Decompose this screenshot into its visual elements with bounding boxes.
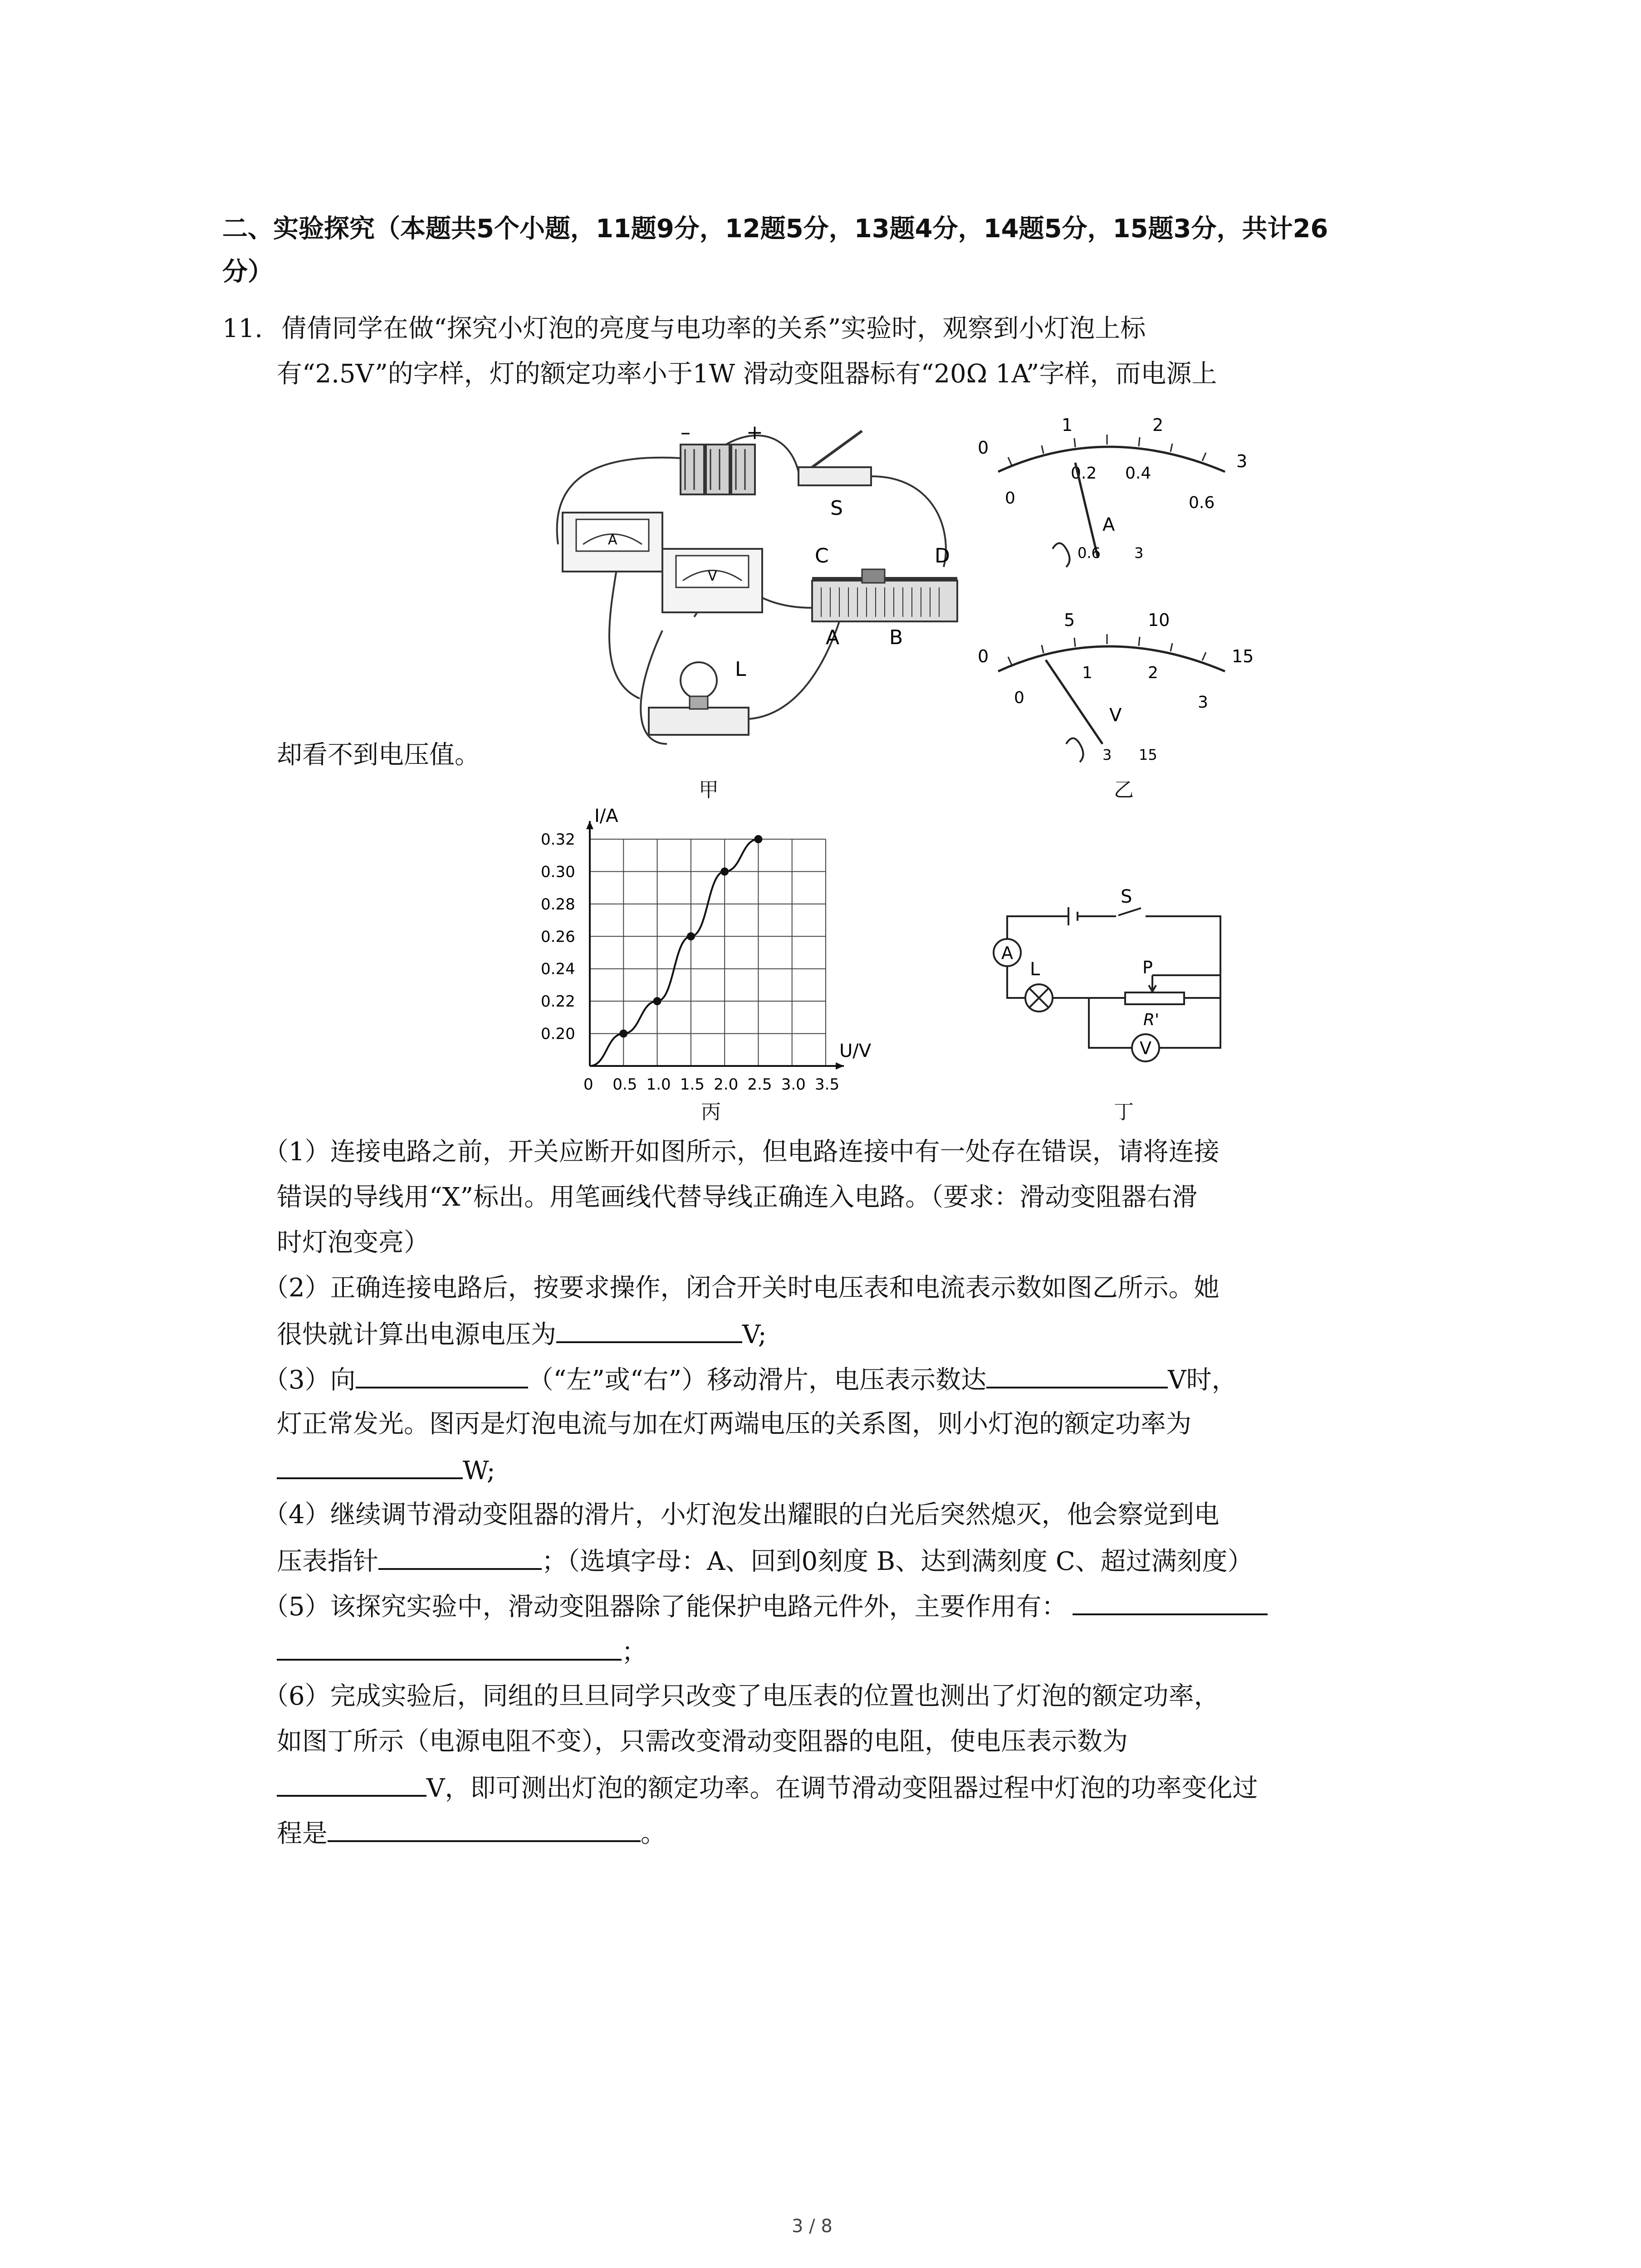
x-tick-label: 3.0 [781, 1075, 806, 1094]
part4-line2 [277, 1545, 1253, 1578]
ammeter-bottom-06: 0.6 [1189, 494, 1215, 512]
data-point [619, 1030, 627, 1038]
rheostat-A-label: A [826, 626, 840, 649]
chart-ylabel: I/A [594, 807, 618, 826]
y-tick-label: 0.28 [541, 895, 575, 914]
part4-text-b: ；（选填字母：A、回到0刻度 B、达到满刻度 C、超过满刻度） [542, 1547, 1253, 1576]
ammeter-bottom-0: 0 [1005, 489, 1015, 508]
figure-yi-caption: 乙 [1114, 778, 1134, 802]
chart-origin-label: 0 [583, 1075, 593, 1094]
part3-text-a: （3）向 [263, 1365, 356, 1395]
rheostat-C-label: C [815, 544, 829, 567]
x-tick-label: 0.5 [612, 1075, 637, 1094]
rheostat-D-label: D [935, 544, 950, 567]
y-tick-label: 0.22 [541, 992, 575, 1011]
voltmeter-top-0: 0 [978, 646, 989, 666]
part5-line2 [277, 1635, 647, 1668]
x-tick-label: 3.5 [815, 1075, 840, 1094]
figure-ding-caption: 丁 [1114, 1100, 1134, 1124]
chart-xlabel: U/V [839, 1041, 872, 1061]
voltmeter-bottom-2: 2 [1148, 664, 1158, 682]
ammeter-top-0: 0 [978, 438, 989, 458]
figure-ding-circuit [985, 885, 1239, 1066]
voltmeter-top-15: 15 [1232, 646, 1254, 666]
figure-jia-caption: 甲 [699, 778, 719, 802]
part6-line1: （6）完成实验后，同组的旦旦同学只改变了电压表的位置也测出了灯泡的额定功率， [263, 1681, 1220, 1711]
answer-blank-power-change[interactable] [328, 1817, 641, 1842]
section-heading-line1: 二、实验探究（本题共5个小题，11题9分，12题5分，13题4分，14题5分，15题3分，共计26 [222, 214, 1328, 244]
section-heading-line2: 分） [222, 257, 273, 287]
question-stem-line1: 倩倩同学在做“探究小灯泡的亮度与电功率的关系”实验时，观察到小灯泡上标 [281, 314, 1146, 343]
part3-text-c: V时， [1168, 1365, 1237, 1395]
y-tick-label: 0.32 [541, 831, 575, 849]
answer-blank-source-voltage[interactable] [556, 1318, 742, 1343]
battery-minus-label: – [681, 421, 691, 444]
part5-line1 [263, 1590, 1268, 1623]
part6-line3 [277, 1771, 1258, 1804]
battery-plus-label: + [746, 421, 763, 444]
figure-jia-circuit [544, 417, 998, 753]
data-point [687, 932, 695, 940]
voltmeter-bottom-1: 1 [1082, 664, 1092, 682]
y-tick-label: 0.24 [541, 960, 575, 978]
part3-text-b: （“左”或“右”）移动滑片，电压表示数达 [528, 1365, 987, 1395]
figure-bing-caption: 丙 [701, 1100, 721, 1124]
rheostat-B-label: B [889, 626, 903, 649]
part6-text-b: 程是 [277, 1819, 328, 1848]
voltmeter-pointer [1046, 660, 1102, 744]
y-axis-arrow [586, 821, 593, 829]
figure-yi-meters [971, 408, 1288, 789]
voltmeter-terminal-15: 15 [1139, 746, 1157, 763]
ding-slider-label: P [1142, 958, 1153, 978]
part3-line2: 灯正常发光。图丙是灯泡电流与加在灯两端电压的关系图，则小灯泡的额定功率为 [277, 1409, 1191, 1439]
y-tick-label: 0.26 [541, 928, 575, 946]
ammeter-top-2: 2 [1152, 415, 1164, 435]
question-stem-line2: 有“2.5V”的字样，灯的额定功率小于1W 滑动变阻器标有“20Ω 1A”字样，而电源上 [277, 359, 1217, 389]
ding-voltmeter-label: V [1140, 1038, 1151, 1058]
voltmeter-unit: V [1109, 705, 1122, 726]
voltmeter-terminal-3: 3 [1102, 746, 1112, 763]
ding-rheostat-label: R' [1143, 1011, 1159, 1029]
part2-line2 [277, 1318, 767, 1351]
x-tick-label: 2.0 [714, 1075, 739, 1094]
answer-blank-pointer[interactable] [378, 1545, 542, 1570]
question-stem-line3: 却看不到电压值。 [277, 740, 480, 770]
data-point [653, 997, 661, 1005]
part3-text-d: W; [463, 1456, 495, 1486]
question-number: 11. [222, 314, 263, 343]
ding-ammeter-label: A [1001, 943, 1013, 963]
y-tick-label: 0.20 [541, 1025, 575, 1043]
lamp-label: L [735, 658, 746, 681]
part3-line1 [263, 1363, 1237, 1396]
part2-text-b: V; [742, 1320, 767, 1349]
ding-switch-label: S [1121, 886, 1132, 907]
ding-lamp-label: L [1030, 959, 1040, 980]
answer-blank-voltmeter-reading[interactable] [277, 1771, 426, 1797]
ammeter-top-1: 1 [1062, 415, 1073, 435]
ammeter-terminal-3: 3 [1134, 544, 1144, 562]
ammeter-top-3: 3 [1236, 451, 1248, 471]
switch-label: S [830, 497, 843, 520]
answer-blank-rheostat-role-b[interactable] [277, 1635, 622, 1661]
x-tick-label: 2.5 [747, 1075, 772, 1094]
part5-text-b: ； [622, 1637, 647, 1667]
part3-line3 [277, 1454, 495, 1487]
svg-text:A: A [608, 532, 617, 548]
ammeter-terminal-06: 0.6 [1078, 544, 1101, 562]
figure-bing-chart [535, 807, 944, 1102]
part4-line1: （4）继续调节滑动变阻器的滑片，小灯泡发出耀眼的白光后突然熄灭，他会察觉到电 [263, 1500, 1220, 1530]
part6-line4 [277, 1817, 666, 1850]
x-tick-label: 1.0 [646, 1075, 671, 1094]
answer-blank-rheostat-role-a[interactable] [1073, 1590, 1268, 1615]
part1-line1: （1）连接电路之前，开关应断开如图所示，但电路连接中有一处存在错误，请将连接 [263, 1137, 1220, 1167]
data-point [720, 867, 729, 875]
voltmeter-top-10: 10 [1148, 610, 1170, 630]
x-tick-label: 1.5 [680, 1075, 705, 1094]
series-curve [590, 839, 758, 1066]
part5-text-a: （5）该探究实验中，滑动变阻器除了能保护电路元件外，主要作用有： [263, 1592, 1067, 1622]
answer-blank-direction[interactable] [356, 1363, 528, 1388]
voltmeter-top-5: 5 [1064, 610, 1075, 630]
ammeter-bottom-04: 0.4 [1125, 464, 1151, 483]
part6-line2: 如图丁所示（电源电阻不变），只需改变滑动变阻器的电阻，使电压表示数为 [277, 1727, 1128, 1756]
part2-text-a: 很快就计算出电源电压为 [277, 1320, 556, 1349]
voltmeter-bottom-3: 3 [1198, 693, 1208, 712]
part2-line1: （2）正确连接电路后，按要求操作，闭合开关时电压表和电流表示数如图乙所示。她 [263, 1273, 1220, 1303]
answer-blank-target-voltage[interactable] [986, 1363, 1168, 1388]
y-tick-label: 0.30 [541, 863, 575, 881]
part6-text-a: V，即可测出灯泡的额定功率。在调节滑动变阻器过程中灯泡的功率变化过 [426, 1774, 1258, 1803]
page-number: 3 / 8 [792, 2216, 833, 2237]
part1-line3: 时灯泡变亮） [277, 1228, 429, 1257]
part1-line2: 错误的导线用“X”标出。用笔画线代替导线正确连入电路。（要求：滑动变阻器右滑 [277, 1183, 1198, 1212]
ammeter-unit: A [1102, 514, 1115, 535]
part6-text-c: 。 [641, 1819, 666, 1848]
svg-text:V: V [708, 568, 717, 584]
voltmeter-bottom-0: 0 [1014, 689, 1024, 707]
ammeter-bottom-02: 0.2 [1071, 464, 1097, 483]
data-point [754, 835, 762, 843]
x-axis-arrow [836, 1062, 844, 1070]
part4-text-a: 压表指针 [277, 1547, 378, 1576]
answer-blank-rated-power[interactable] [277, 1454, 463, 1479]
